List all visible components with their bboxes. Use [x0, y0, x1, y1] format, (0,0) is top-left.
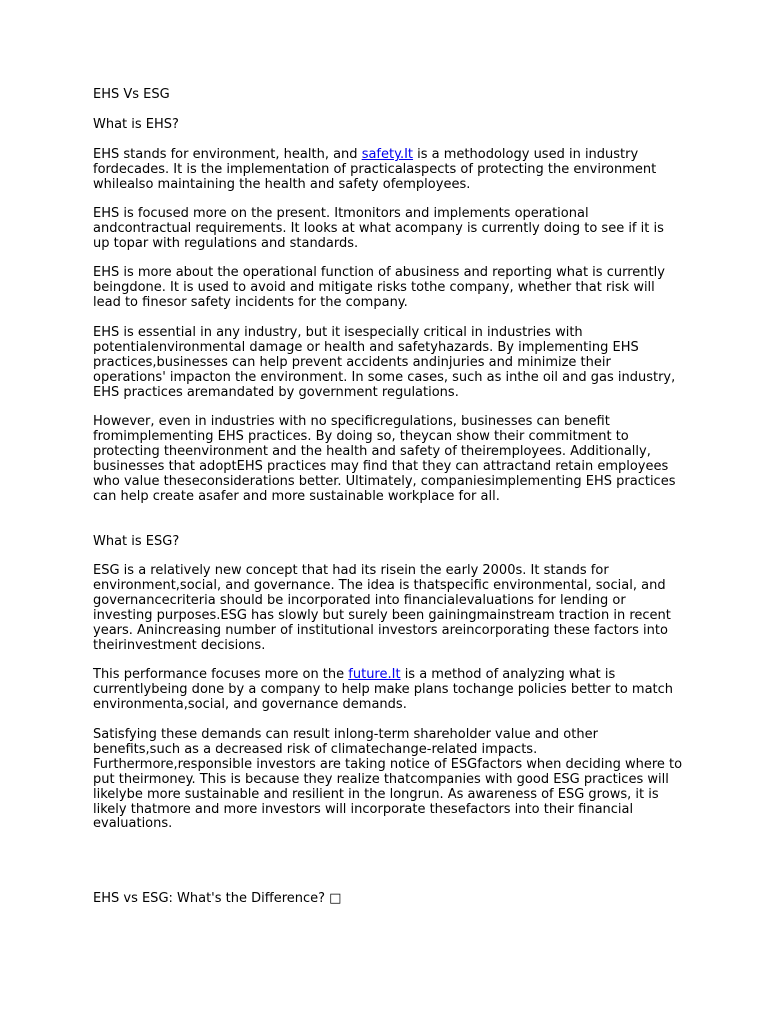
ehs-paragraph-3: EHS is more about the operational function of abusiness and reporting what is currently beingdone. It is used to avoid and mitigate risks tothe company, whether that risk will lead to finesor safety incidents for the company.: [93, 265, 665, 310]
document-title: EHS Vs ESG: [93, 87, 170, 102]
ehs-paragraph-2: EHS is focused more on the present. Itmonitors and implements operational andcontractual requirements. It looks at what acompany is currently doing to see if it is up topar with regulations and standards.: [93, 206, 664, 251]
esg-paragraph-3: Satisfying these demands can result inlong-term shareholder value and other benefits,such as a decreased risk of climatechange-related impacts. Furthermore,responsible investors are taking notice of ESGfactors when deciding where to put theirmoney. This is because they realize thatcompanies with good ESG practices will likelybe more sustainable and resilient in the longrun. As awareness of ESG grows, it is likely thatmore and more investors will incorporate thesefactors into their financial evaluations.: [93, 727, 683, 832]
ehs-paragraph-1: [93, 148, 683, 193]
ehs-paragraph-5: However, even in industries with no specificregulations, businesses can benefit fromimplementing EHS practices. By doing so, theycan show their commitment to protecting theenvironment and the health and safety of theiremployees. Additionally, businesses that adoptEHS practices may find that they can attractand retain employees who value theseconsiderations better. Ultimately, companiesimplementing EHS practices can help create asafer and more sustainable workplace for all.: [93, 414, 676, 504]
safety-link[interactable]: safety.It: [361, 147, 414, 162]
esg-heading: What is ESG?: [93, 534, 180, 549]
ehs-paragraph-1-text-before: EHS stands for environment, health, and: [93, 147, 362, 162]
esg-paragraph-2-text-before: This performance focuses more on the: [93, 667, 349, 682]
future-link[interactable]: future.It: [348, 667, 401, 682]
ehs-heading: What is EHS?: [93, 117, 179, 132]
ehs-paragraph-1-text-after: is a methodology used in industry fordecades. It is the implementation of practicalaspects of protecting the environment whilealso maintaining the health and safety ofemployees.: [93, 147, 657, 192]
esg-paragraph-1: ESG is a relatively new concept that had its risein the early 2000s. It stands for environment,social, and governance. The idea is thatspecific environmental, social, and governancecriteria should be incorporated into financialevaluations for lending or investing purposes.ESG has slowly but surely been gainingmainstream traction in recent years. Anincreasing number of institutional investors areincorporating these factors into theirinvestment decisions.: [93, 563, 671, 653]
esg-paragraph-2: [93, 668, 683, 713]
difference-heading: EHS vs ESG: What's the Difference? □: [93, 891, 342, 906]
ehs-paragraph-4: EHS is essential in any industry, but it isespecially critical in industries with potentialenvironmental damage or health and safetyhazards. By implementing EHS practices,businesses can help prevent accidents andinjuries and minimize their operations' impacton the environment. In some cases, such as inthe oil and gas industry, EHS practices aremandated by government regulations.: [93, 325, 676, 400]
esg-paragraph-2-text-after: is a method of analyzing what is currentlybeing done by a company to help make plans tochange policies better to match environmenta,social, and governance demands.: [93, 667, 674, 712]
